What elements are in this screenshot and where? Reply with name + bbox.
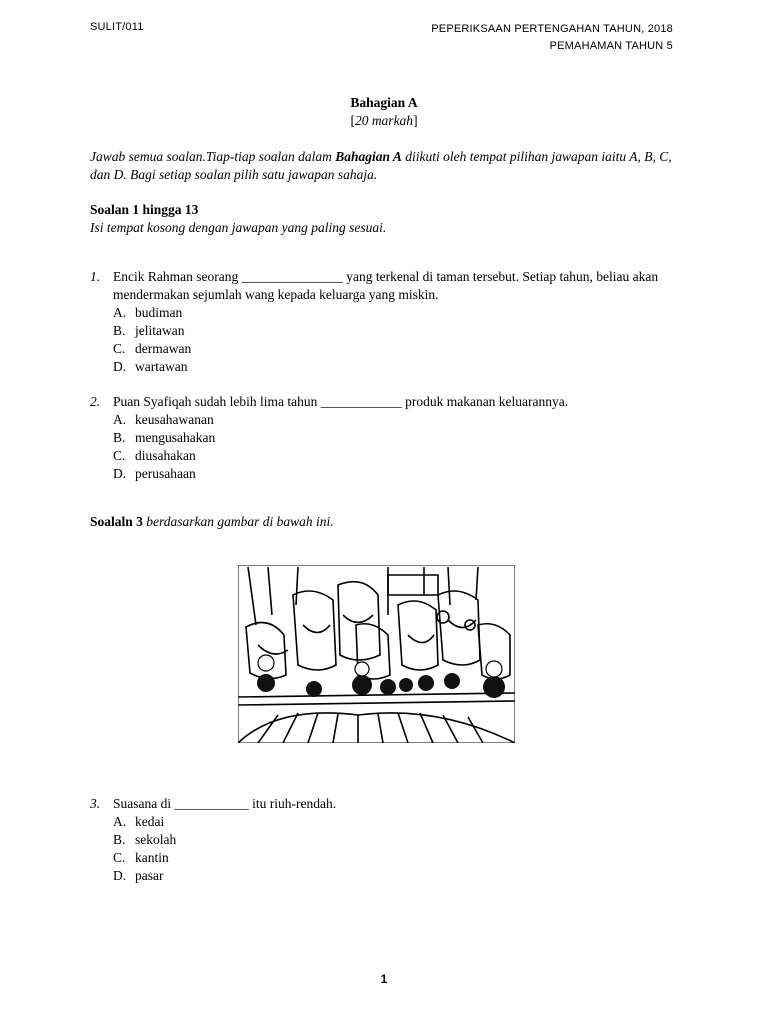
picture-instruction: Soalaln 3 berdasarkan gambar di bawah ini. — [90, 514, 334, 529]
question-group-instruction: Isi tempat kosong dengan jawapan yang paling sesuai. — [90, 220, 387, 235]
option-list — [113, 304, 690, 376]
instructions: Jawab semua soalan.Tiap-tiap soalan dalam Bahagian A diikuti oleh tempat pilihan jawapan iaitu A, B, C, dan D. Bagi setiap soalan pilih satu jawapan sahaja. — [90, 149, 672, 182]
option-c[interactable]: C. dermawan — [113, 341, 192, 356]
question-2 — [90, 393, 690, 483]
page-number: 1 — [380, 972, 388, 986]
option-d[interactable]: D. pasar — [113, 868, 164, 883]
question-1 — [90, 268, 690, 376]
option-b[interactable]: B. mengusahakan — [113, 430, 216, 445]
question-stem: Suasana di ___________ itu riuh-rendah. — [113, 796, 337, 811]
option-list — [113, 411, 690, 483]
document-code: SULIT/011 — [90, 21, 144, 33]
option-a[interactable]: A. kedai — [113, 814, 165, 829]
option-c[interactable]: C. kantin — [113, 850, 169, 865]
question-number: 3. — [90, 796, 101, 811]
question-stem: Encik Rahman seorang _______________ yang terkenal di taman tersebut. Setiap tahun, beliau akan mendermakan sejumlah wang kepada keluarga yang miskin. — [113, 269, 659, 302]
exam-subject: PEMAHAMAN TAHUN 5 — [549, 40, 673, 52]
section-marks: [20 markah] — [350, 113, 418, 128]
question-number: 2. — [90, 394, 101, 409]
question-3 — [90, 795, 690, 885]
exam-header — [431, 21, 673, 55]
question-group-title: Soalan 1 hingga 13 — [90, 202, 199, 217]
question-stem: Puan Syafiqah sudah lebih lima tahun ____________ produk makanan keluarannya. — [113, 394, 569, 409]
section-title: Bahagian A — [350, 95, 418, 110]
option-d[interactable]: D. perusahaan — [113, 466, 196, 481]
option-d[interactable]: D. wartawan — [113, 359, 188, 374]
option-c[interactable]: C. diusahakan — [113, 448, 196, 463]
option-b[interactable]: B. jelitawan — [113, 323, 185, 338]
exam-title: PEPERIKSAAN PERTENGAHAN TAHUN, 2018 — [431, 23, 673, 35]
option-list — [113, 813, 690, 885]
question-3-picture — [238, 565, 515, 743]
option-b[interactable]: B. sekolah — [113, 832, 177, 847]
option-a[interactable]: A. budiman — [113, 305, 183, 320]
question-number: 1. — [90, 269, 101, 284]
option-a[interactable]: A. keusahawanan — [113, 412, 214, 427]
